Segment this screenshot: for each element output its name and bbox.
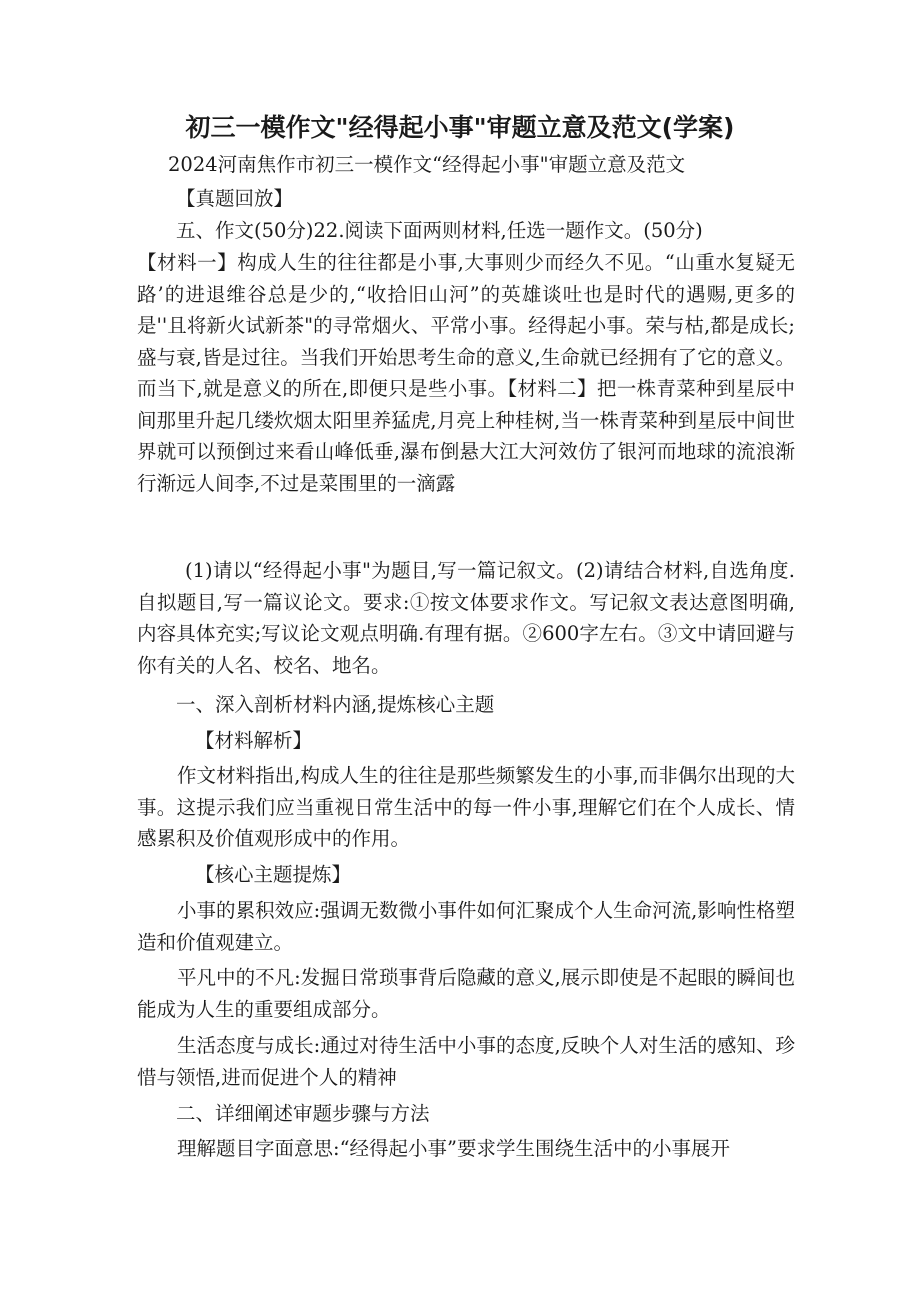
section-heading-material-analysis: 【材料解析】 bbox=[195, 729, 313, 752]
analysis-paragraph: 作文材料指出,构成人生的往往是那些频繁发生的小事,而非偶尔出现的大事。这提示我们应当重视日常生活中的每一件小事,理解它们在个人成长、情感累积及价值观形成中的作用。 bbox=[137, 764, 795, 850]
document-subtitle: 2024河南焦作市初三一模作文“经得起小事"审题立意及范文 bbox=[168, 153, 686, 176]
last-line-paragraph: 理解题目字面意思:“经得起小事”要求学生围绕生活中的小事展开 bbox=[177, 1137, 731, 1160]
section-heading-real-exam: 【真题回放】 bbox=[176, 187, 294, 210]
exam-question: 五、作文(50分)22.阅读下面两则材料,任选一题作文。(50分) bbox=[176, 219, 703, 242]
section-heading-core-theme: 【核心主题提炼】 bbox=[195, 863, 352, 886]
theme-item-three: 生活态度与成长:通过对待生活中小事的态度,反映个人对生活的感知、珍惜与领悟,进而促进个人的精神 bbox=[137, 1034, 795, 1089]
document-title: 初三一模作文"经得起小事"审题立意及范文(学案) bbox=[185, 113, 735, 142]
heading-two: 二、详细阐述审题步骤与方法 bbox=[176, 1102, 430, 1125]
theme-item-one: 小事的累积效应:强调无数微小事件如何汇聚成个人生命河流,影响性格塑造和价值观建立。 bbox=[137, 899, 795, 954]
heading-one: 一、深入剖析材料内涵,提炼核心主题 bbox=[176, 693, 495, 716]
theme-item-two: 平凡中的不凡:发掘日常琐事背后隐藏的意义,展示即使是不起眼的瞬间也能成为人生的重要组成部分。 bbox=[137, 966, 795, 1021]
requirements-paragraph: (1)请以“经得起小事"为题目,写一篇记叙文。(2)请结合材料,自选角度.自拟题目,写一篇议论文。要求:①按文体要求作文。写记叙文表达意图明确,内容具体充实;写议论文观点明确.有理有据。②600字左右。③文中请回避与你有关的人名、校名、地名。 bbox=[137, 559, 795, 677]
materials-paragraph: 【材料一】构成人生的往往都是小事,大事则少而经久不见。“山重水复疑无路’的进退维谷总是少的,“收拾旧山河”的英雄谈吐也是时代的遇赐,更多的是''且将新火试新茶"的寻常烟火、平常小事。经得起小事。荣与枯,都是成长;盛与衰,皆是过往。当我们开始思考生命的意义,生命就已经拥有了它的意义。而当下,就是意义的所在,即便只是些小事。【材料二】把一株青菜种到星辰中间那里升起几缕炊烟太阳里养猛虎,月亮上种桂树,当一株青菜种到星辰中间世界就可以预倒过来看山峰低垂,瀑布倒悬大江大河效仿了银河而地球的流浪渐行渐远人间李,不过是菜围里的一滴露 bbox=[137, 251, 795, 495]
